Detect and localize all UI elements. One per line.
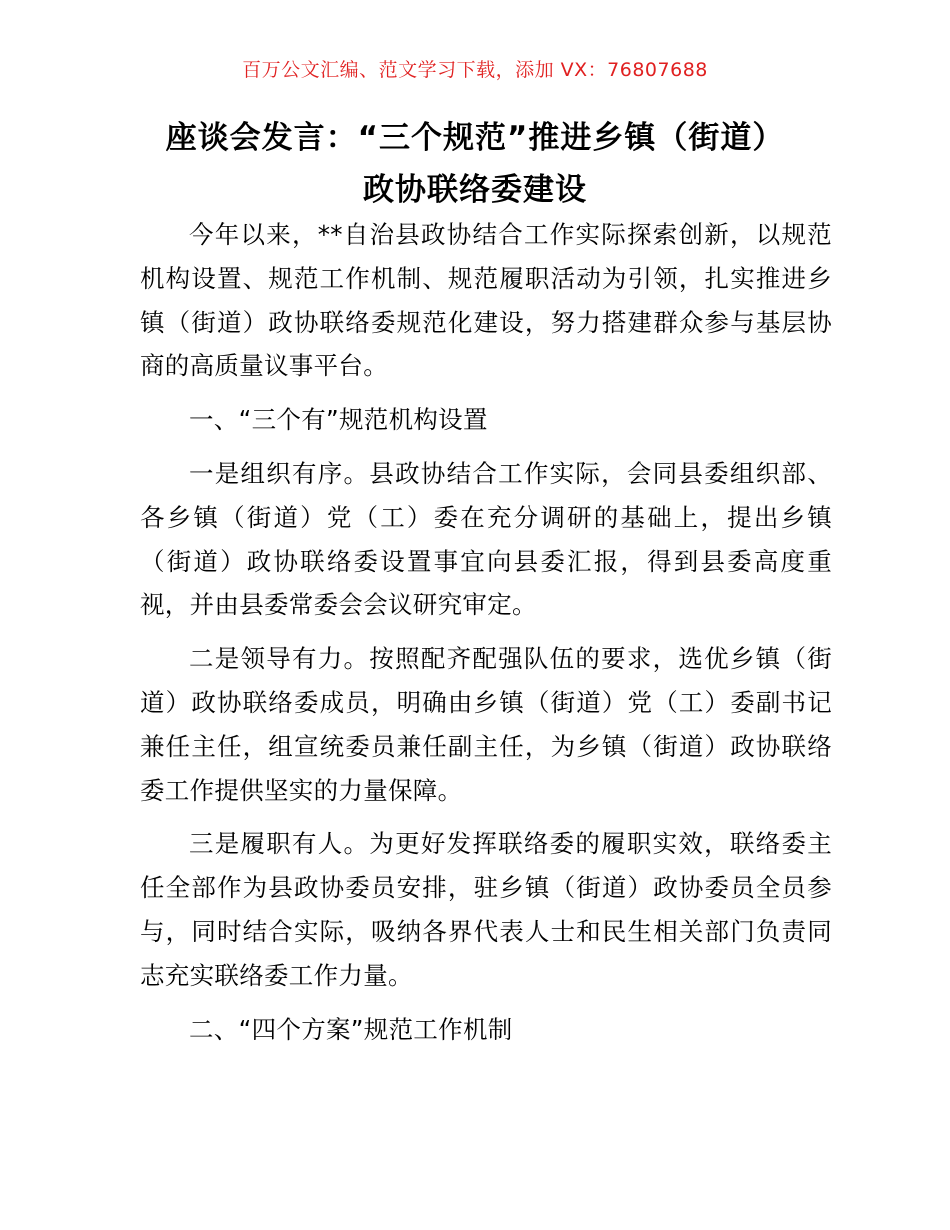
title-line-2: 政协联络委建设	[363, 172, 587, 208]
title-line-1: 座谈会发言：“三个规范”推进乡镇（街道）	[165, 120, 785, 156]
paragraph-leadership: 二是领导有力。按照配齐配强队伍的要求，选优乡镇（街道）政协联络委成员，明确由乡镇（街道）党（工）委副书记兼任主任，组宣统委员兼任副主任，为乡镇（街道）政协联络委工作提供坚实的力量保障。	[140, 644, 832, 805]
intro-paragraph: 今年以来，**自治县政协结合工作实际探索创新，以规范机构设置、规范工作机制、规范履职活动为引领，扎实推进乡镇（街道）政协联络委规范化建设，努力搭建群众参与基层协商的高质量议事平台。	[140, 220, 832, 381]
paragraph-duty: 三是履职有人。为更好发挥联络委的履职实效，联络委主任全部作为县政协委员安排，驻乡镇（街道）政协委员全员参与，同时结合实际，吸纳各界代表人士和民生相关部门负责同志充实联络委工作力量。	[140, 829, 832, 990]
document-title	[120, 112, 830, 216]
header-note: 百万公文汇编、范文学习下载，添加 VX：76807688	[242, 59, 708, 81]
section-heading-1: 一、“三个有”规范机构设置	[189, 405, 488, 435]
document-body	[140, 213, 832, 1061]
paragraph-organization: 一是组织有序。县政协结合工作实际，会同县委组织部、各乡镇（街道）党（工）委在充分调研的基础上，提出乡镇（街道）政协联络委设置事宜向县委汇报，得到县委高度重视，并由县委常委会会议研究审定。	[140, 458, 832, 620]
section-heading-2: 二、“四个方案”规范工作机制	[189, 1014, 513, 1044]
